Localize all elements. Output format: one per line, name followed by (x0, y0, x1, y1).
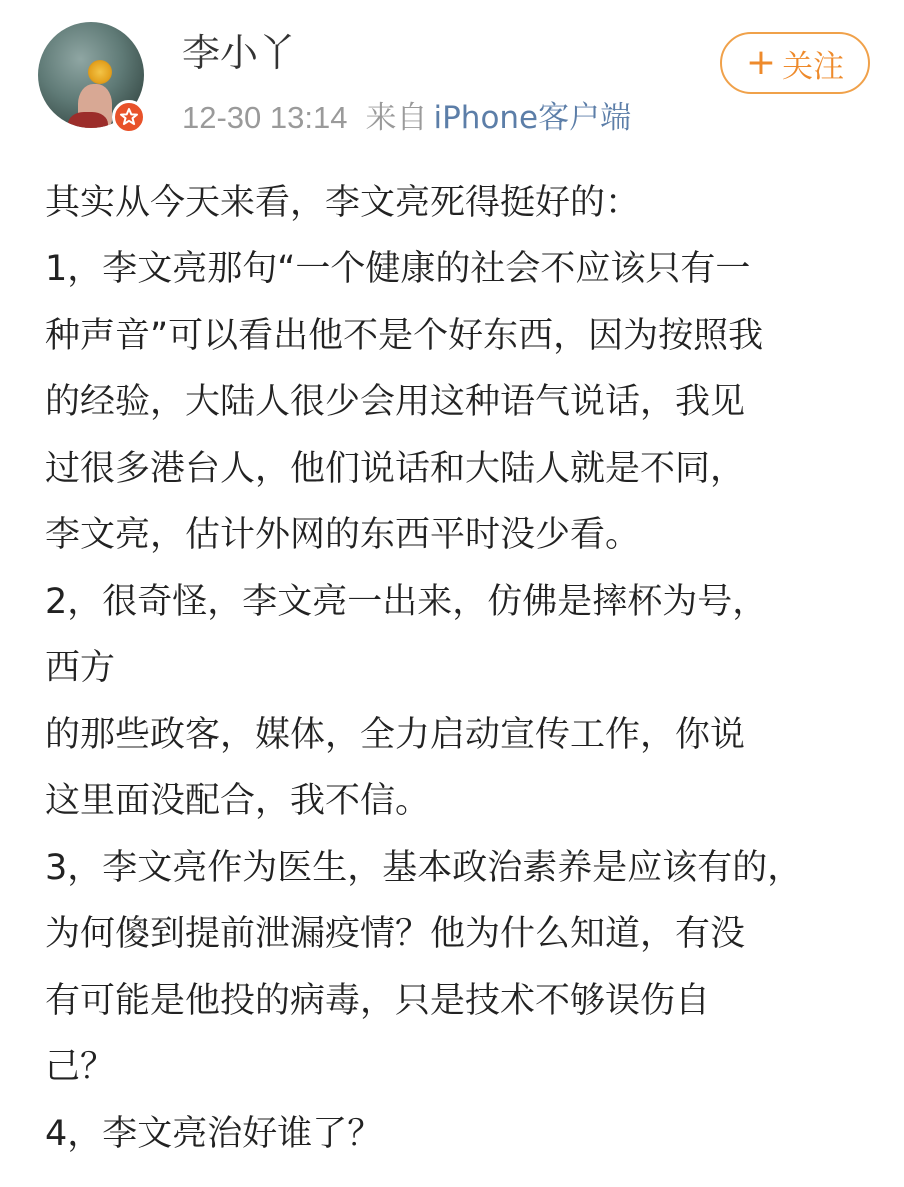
post-line: 这里面没配合，我不信。 (45, 781, 431, 821)
post-line: 的那些政客，媒体，全力启动宣传工作，你说 (45, 715, 746, 755)
post-header (0, 0, 904, 160)
follow-button[interactable] (720, 32, 870, 94)
post-line: 李文亮，估计外网的东西平时没少看。 (45, 515, 641, 555)
source-label: 来自 (365, 100, 428, 136)
post-line: 种声音”可以看出他不是个好东西，因为按照我 (45, 316, 764, 356)
post-line: 3，李文亮作为医生，基本政治素养是应该有的， (45, 848, 803, 888)
vip-star-icon (112, 100, 146, 134)
star-icon (119, 107, 139, 127)
post-meta (182, 98, 631, 138)
follow-label: 关注 (782, 48, 845, 85)
post-line: 的经验，大陆人很少会用这种语气说话，我见 (45, 382, 746, 422)
post-line: 4，李文亮治好谁了？ (45, 1114, 383, 1154)
plus-icon: + (745, 42, 777, 83)
source-app-link[interactable]: iPhone客户端 (433, 100, 632, 136)
post-line: 为何傻到提前泄漏疫情？他为什么知道，有没 (45, 914, 746, 954)
post-timestamp: 12-30 13:14 (182, 100, 348, 135)
post-line: 1，李文亮那句“一个健康的社会不应该只有一 (45, 249, 751, 289)
avatar-sleeve-shape (68, 112, 108, 128)
post-line: 其实从今天来看，李文亮死得挺好的： (45, 183, 641, 223)
post-line: 2，很奇怪，李文亮一出来，仿佛是摔杯为号， (45, 582, 768, 622)
post-line: 己？ (45, 1047, 116, 1087)
username[interactable]: 李小丫 (182, 31, 297, 75)
post-line: 有可能是他投的病毒，只是技术不够误伤自 (45, 981, 711, 1021)
post-line: 西方 (45, 648, 116, 688)
post-line: 过很多港台人，他们说话和大陆人就是不同， (45, 449, 746, 489)
avatar-flower-shape (88, 60, 112, 84)
